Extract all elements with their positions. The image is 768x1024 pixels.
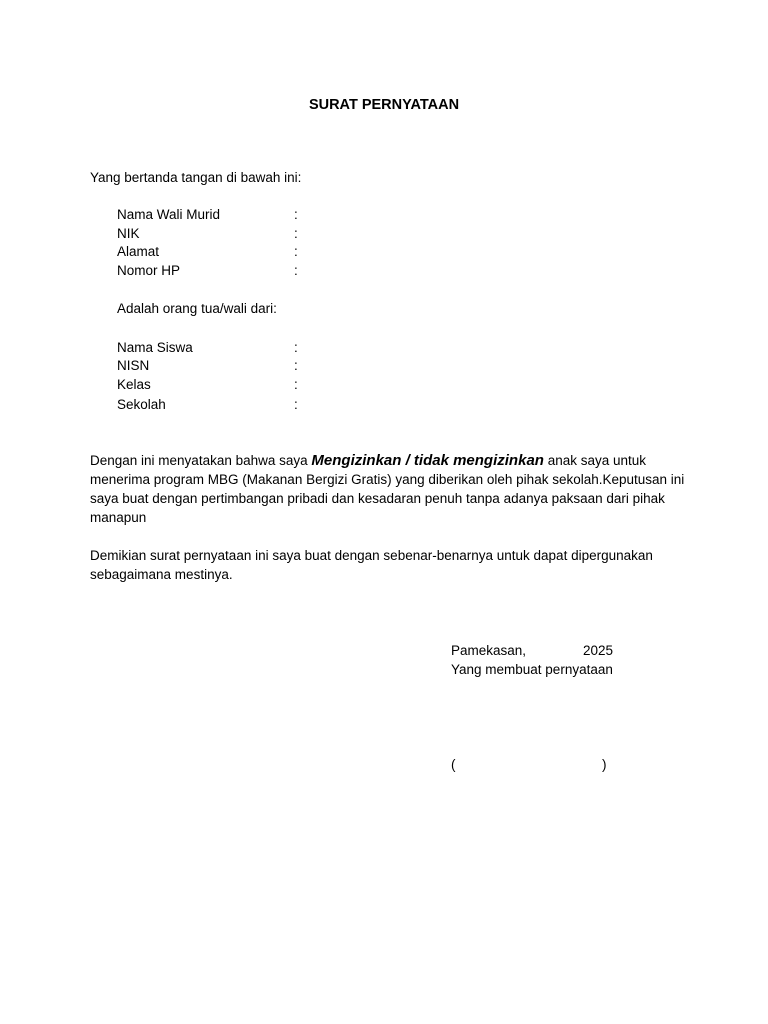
signature-close-paren: ) [602, 757, 607, 772]
signature-place: Pamekasan, [451, 643, 527, 658]
field-label-nisn: NISN [117, 358, 150, 373]
statement-after: anak saya untuk menerima program MBG (Makanan Bergizi Gratis) yang diberikan oleh pihak sekolah.Keputusan ini saya buat dengan pertimbangan pribadi dan kesadaran penuh tanpa adanya paksaan dari pihak manapun [90, 453, 685, 525]
guardian-of-text: Adalah orang tua/wali dari: [117, 301, 277, 316]
signature-role: Yang membuat pernyataan [451, 662, 613, 677]
field-label-nama-wali: Nama Wali Murid [117, 207, 221, 222]
statement-paragraph [90, 451, 690, 527]
statement-emphasis: Mengizinkan / tidak mengizinkan [311, 452, 544, 469]
field-label-nik: NIK [117, 226, 140, 241]
field-label-kelas: Kelas [117, 377, 151, 392]
field-label-sekolah: Sekolah [117, 397, 166, 412]
statement-before: Dengan ini menyatakan bahwa saya [90, 453, 312, 468]
field-label-alamat: Alamat [117, 244, 160, 259]
field-colon: : [294, 397, 298, 412]
field-colon: : [294, 340, 298, 355]
signature-open-paren: ( [451, 757, 456, 772]
field-colon: : [294, 244, 298, 259]
field-colon: : [294, 207, 298, 222]
document-title: SURAT PERNYATAAN [308, 97, 460, 113]
field-label-nomor-hp: Nomor HP [117, 263, 181, 278]
intro-text: Yang bertanda tangan di bawah ini: [90, 170, 302, 185]
field-label-nama-siswa: Nama Siswa [117, 340, 193, 355]
signature-year: 2025 [583, 643, 614, 658]
field-colon: : [294, 226, 298, 241]
closing-paragraph: Demikian surat pernyataan ini saya buat dengan sebenar-benarnya untuk dapat dipergunakan sebagaimana mestinya. [90, 548, 653, 582]
field-colon: : [294, 263, 298, 278]
field-colon: : [294, 377, 298, 392]
field-colon: : [294, 358, 298, 373]
